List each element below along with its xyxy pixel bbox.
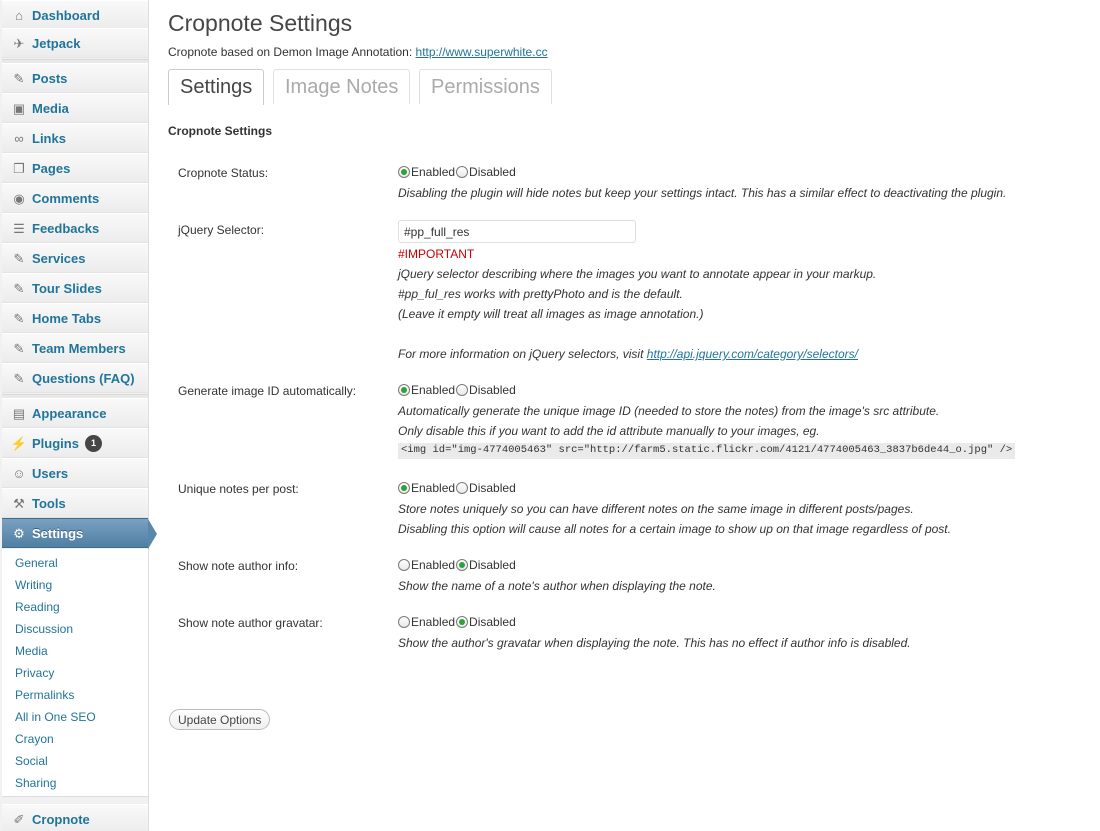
- disabled-label: Disabled: [469, 615, 516, 629]
- links-icon: ∞: [14, 130, 24, 146]
- sidebar-item-posts[interactable]: [2, 63, 148, 93]
- sidebar-item-services[interactable]: [2, 243, 148, 273]
- sidebar-item-links[interactable]: [2, 123, 148, 153]
- sidebar-item-tour-slides[interactable]: [2, 273, 148, 303]
- sidebar-item-comments[interactable]: [2, 183, 148, 213]
- sidebar-item-label: Feedbacks: [32, 220, 100, 236]
- auto-id-description-1: Automatically generate the unique image ID (needed to store the notes) from the image's src attribute.: [398, 404, 940, 418]
- plugins-update-badge: 1: [85, 435, 102, 452]
- submenu-item-writing[interactable]: Writing: [15, 578, 53, 592]
- sidebar-item-home-tabs[interactable]: [2, 303, 148, 333]
- dashboard-icon: ⌂: [15, 7, 23, 23]
- sidebar-item-label: Services: [32, 250, 86, 266]
- unique-disabled-radio[interactable]: [456, 482, 468, 494]
- sidebar-item-label: Appearance: [32, 405, 107, 421]
- submenu-item-privacy[interactable]: Privacy: [15, 666, 55, 680]
- author-info-options: [398, 558, 517, 572]
- sidebar-item-team-members[interactable]: [2, 333, 148, 363]
- sidebar-item-appearance[interactable]: [2, 398, 148, 428]
- disabled-label: Disabled: [469, 165, 516, 179]
- disabled-label: Disabled: [469, 481, 516, 495]
- enabled-label: Enabled: [411, 383, 456, 397]
- submenu-item-permalinks[interactable]: Permalinks: [15, 688, 75, 702]
- update-options-button[interactable]: Update Options: [169, 709, 270, 730]
- users-icon: ☺: [12, 465, 26, 481]
- sidebar-item-label: Users: [32, 465, 69, 481]
- status-label: Cropnote Status:: [178, 166, 269, 180]
- tab-image-notes[interactable]: Image Notes: [273, 69, 410, 104]
- sidebar-item-cropnote[interactable]: [2, 804, 148, 831]
- jquery-selectors-link[interactable]: http://api.jquery.com/category/selectors/: [646, 347, 858, 361]
- important-notice: #IMPORTANT: [398, 247, 475, 261]
- tab-settings[interactable]: Settings: [168, 69, 264, 105]
- selector-description-1: jQuery selector describing where the images you want to annotate appear in your markup.: [398, 267, 877, 281]
- sidebar-item-dashboard[interactable]: [2, 0, 148, 30]
- plugins-icon: ⚡: [10, 435, 28, 451]
- author-gravatar-description: Show the author's gravatar when displaying the note. This has no effect if author info is disabled.: [398, 636, 911, 650]
- sidebar-item-label: Tools: [32, 495, 66, 511]
- author-gravatar-disabled-radio[interactable]: [456, 616, 468, 628]
- auto-id-description-2: Only disable this if you want to add the id attribute manually to your images, eg.: [398, 424, 820, 438]
- submenu-item-media[interactable]: Media: [15, 644, 48, 658]
- page-title: Cropnote Settings: [168, 10, 353, 36]
- based-on-line: [168, 45, 548, 59]
- settings-submenu: [2, 549, 148, 797]
- sidebar-item-label: Media: [32, 100, 69, 116]
- status-options: [398, 165, 517, 179]
- sidebar-item-label: Home Tabs: [32, 310, 102, 326]
- sidebar-item-label: Pages: [32, 160, 71, 176]
- comments-icon: ◉: [13, 190, 25, 206]
- main-content: [168, 0, 1088, 831]
- selector-description-2: #pp_ful_res works with prettyPhoto and is the default.: [398, 287, 683, 301]
- auto-id-options: [398, 383, 517, 397]
- author-info-enabled-radio[interactable]: [398, 559, 410, 571]
- jquery-selector-input[interactable]: [398, 220, 636, 243]
- author-info-label: Show note author info:: [178, 559, 299, 573]
- status-disabled-radio[interactable]: [456, 166, 468, 178]
- section-title: Cropnote Settings: [168, 124, 272, 138]
- based-on-text: Cropnote based on Demon Image Annotation:: [168, 45, 413, 59]
- sidebar-item-plugins[interactable]: [2, 428, 148, 458]
- posts-icon: ✎: [13, 70, 25, 86]
- selector-more-info: [398, 347, 858, 361]
- settings-icon: ⚙: [13, 525, 25, 541]
- sidebar-item-jetpack[interactable]: [2, 28, 148, 58]
- sidebar-item-label: Team Members: [32, 340, 126, 356]
- sidebar-item-label: Plugins: [32, 435, 79, 451]
- sidebar-item-feedbacks[interactable]: [2, 213, 148, 243]
- code-sample: <img id="img-4774005463" src="http://farm5.static.flickr.com/4121/4774005463_3837b6de44_o.jpg" />: [398, 443, 1015, 459]
- submenu-item-general[interactable]: General: [15, 556, 58, 570]
- selector-description-3: (Leave it empty will treat all images as image annotation.): [398, 307, 704, 321]
- sidebar-item-label: Settings: [32, 525, 84, 541]
- author-info-description: Show the name of a note's author when displaying the note.: [398, 579, 716, 593]
- active-menu-arrow: [148, 519, 157, 549]
- feedbacks-icon: ☰: [13, 220, 25, 236]
- sidebar-item-questions-faq[interactable]: [2, 363, 148, 393]
- enabled-label: Enabled: [411, 558, 456, 572]
- submenu-item-social[interactable]: Social: [15, 754, 48, 768]
- tab-permissions[interactable]: Permissions: [419, 69, 552, 104]
- sidebar-item-pages[interactable]: [2, 153, 148, 183]
- sidebar-item-tools[interactable]: [2, 488, 148, 518]
- auto-id-disabled-radio[interactable]: [456, 384, 468, 396]
- sidebar-item-label: Tour Slides: [32, 280, 102, 296]
- author-info-disabled-radio[interactable]: [456, 559, 468, 571]
- selector-label: jQuery Selector:: [178, 223, 265, 237]
- author-gravatar-label: Show note author gravatar:: [178, 616, 323, 630]
- superwhite-link[interactable]: http://www.superwhite.cc: [415, 45, 548, 59]
- unique-options: [398, 481, 517, 495]
- pages-icon: ❐: [13, 160, 25, 176]
- status-description: Disabling the plugin will hide notes but keep your settings intact. This has a similar effect to deactivating the plugin.: [398, 186, 1007, 200]
- disabled-label: Disabled: [469, 558, 516, 572]
- submenu-item-reading[interactable]: Reading: [15, 600, 60, 614]
- pin-icon: ✎: [13, 280, 25, 296]
- auto-id-label: Generate image ID automatically:: [178, 384, 357, 398]
- enabled-label: Enabled: [411, 165, 456, 179]
- sidebar-item-label: Questions (FAQ): [32, 370, 135, 386]
- unique-label: Unique notes per post:: [178, 482, 299, 496]
- auto-id-enabled-radio[interactable]: [398, 384, 410, 396]
- admin-sidebar: [0, 0, 149, 831]
- submenu-item-all-in-one-seo[interactable]: All in One SEO: [15, 710, 96, 724]
- pin-icon: ✎: [13, 340, 25, 356]
- pin-icon: ✎: [13, 250, 25, 266]
- sidebar-item-label: Jetpack: [32, 35, 81, 51]
- sidebar-item-media[interactable]: [2, 93, 148, 123]
- appearance-icon: ▤: [12, 405, 26, 421]
- sidebar-item-settings[interactable]: [2, 518, 148, 548]
- sidebar-item-label: Comments: [32, 190, 100, 206]
- pin-icon: ✎: [13, 310, 25, 326]
- submenu-item-sharing[interactable]: Sharing: [15, 776, 57, 790]
- author-gravatar-options: [398, 615, 517, 629]
- submenu-item-discussion[interactable]: Discussion: [15, 622, 74, 636]
- author-gravatar-enabled-radio[interactable]: [398, 616, 410, 628]
- media-icon: ▣: [12, 100, 26, 116]
- pin-icon: ✎: [13, 370, 25, 386]
- enabled-label: Enabled: [411, 615, 456, 629]
- sidebar-item-label: Links: [32, 130, 66, 146]
- unique-description-1: Store notes uniquely so you can have different notes on the same image in different posts/pages.: [398, 502, 914, 516]
- jetpack-icon: ✈: [13, 35, 25, 51]
- submenu-item-crayon[interactable]: Crayon: [15, 732, 54, 746]
- tools-icon: ⚒: [13, 495, 25, 511]
- unique-description-2: Disabling this option will cause all notes for a certain image to show up on that image regardless of post.: [398, 522, 951, 536]
- cropnote-icon: ✐: [13, 811, 25, 827]
- disabled-label: Disabled: [469, 383, 516, 397]
- sidebar-item-label: Cropnote: [32, 811, 90, 827]
- sidebar-item-users[interactable]: [2, 458, 148, 488]
- unique-enabled-radio[interactable]: [398, 482, 410, 494]
- sidebar-item-label: Dashboard: [32, 7, 100, 23]
- more-info-text: For more information on jQuery selectors, visit: [398, 347, 644, 361]
- sidebar-item-label: Posts: [32, 70, 68, 86]
- status-enabled-radio[interactable]: [398, 166, 410, 178]
- enabled-label: Enabled: [411, 481, 456, 495]
